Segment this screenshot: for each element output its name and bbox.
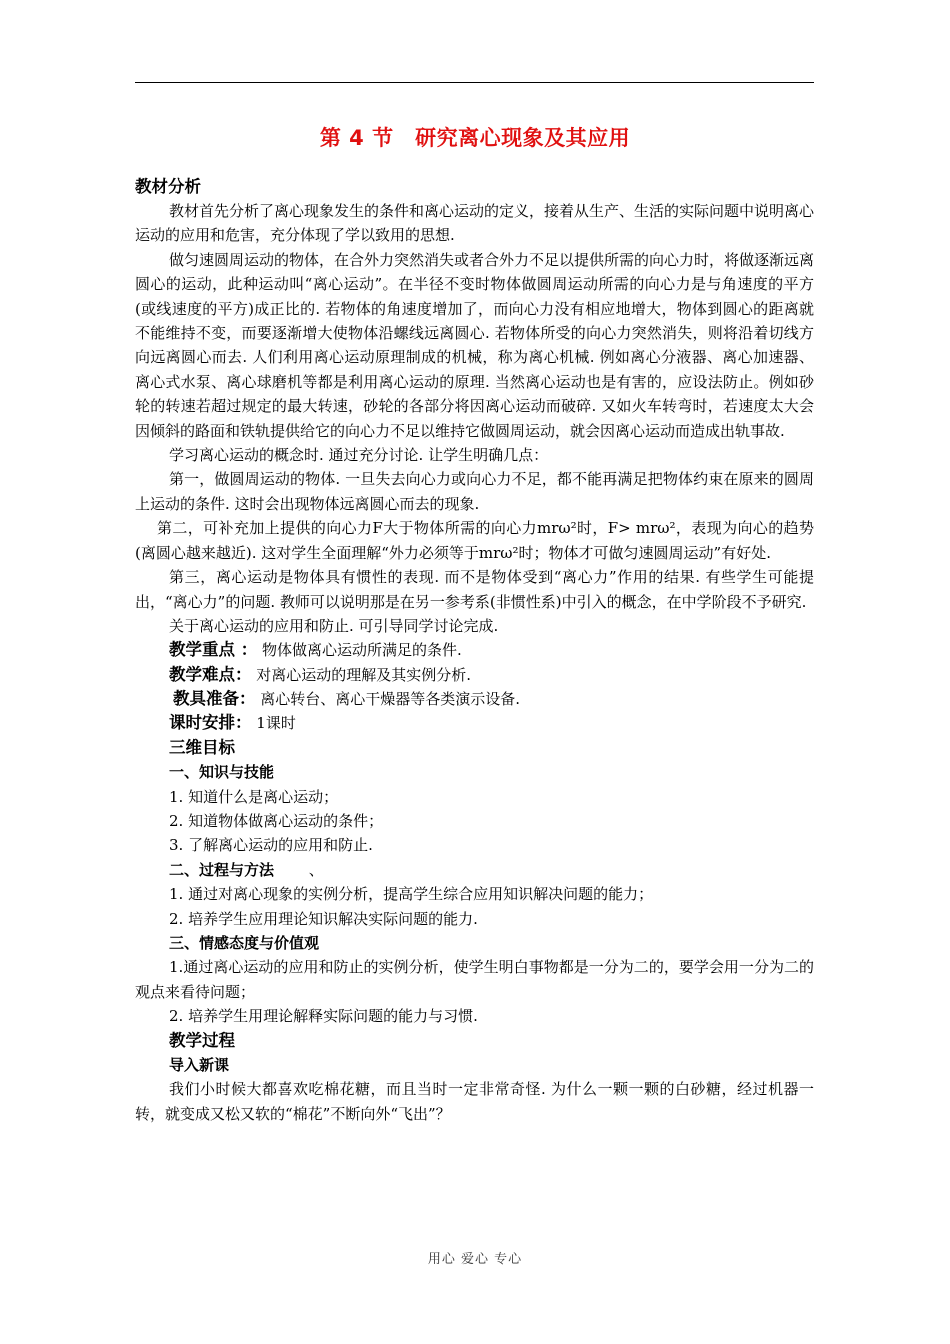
objective-section-2-title: 二、过程与方法 、 bbox=[169, 860, 324, 879]
intro-title: 导入新课 bbox=[169, 1055, 230, 1074]
list-item: 2. 培养学生用理论解释实际问题的能力与习惯. bbox=[169, 1007, 478, 1026]
header-rule bbox=[135, 82, 814, 83]
paragraph: 关于离心运动的应用和防止. 可引导同学讨论完成. bbox=[169, 616, 499, 635]
paragraph: 教材首先分析了离心现象发生的条件和离心运动的定义，接着从生产、生活的实际问题中说明离心运动的应用和危害，充分体现了学以致用的思想. bbox=[135, 202, 815, 245]
objective-section-1-title: 一、知识与技能 bbox=[169, 763, 275, 782]
teaching-difficulty bbox=[135, 663, 814, 687]
list-item: 2. 培养学生应用理论知识解决实际问题的能力. bbox=[169, 909, 478, 928]
class-hours-label: 课时安排： bbox=[169, 713, 252, 733]
objective-section-3-title: 三、情感态度与价值观 bbox=[169, 934, 320, 952]
document-body bbox=[135, 174, 814, 1126]
teaching-tools-label: 教具准备： bbox=[173, 689, 256, 709]
teaching-difficulty-text: 对离心运动的理解及其实例分析. bbox=[256, 665, 472, 684]
teaching-focus bbox=[135, 638, 814, 662]
section-heading-analysis: 教材分析 bbox=[135, 177, 201, 196]
paragraph: 第三，离心运动是物体具有惯性的表现. 而不是物体受到“离心力”作用的结果. 有些学生可能提出，“离心力”的问题. 教师可以说明那是在另一参考系(非惯性系)中引入的概念，在中学阶段不予研究. bbox=[135, 568, 814, 611]
list-item: 3. 了解离心运动的应用和防止. bbox=[169, 836, 373, 855]
list-item: 2. 知道物体做离心运动的条件； bbox=[169, 812, 384, 831]
list-item: 1. 知道什么是离心运动； bbox=[169, 787, 339, 806]
list-item: 1.通过离心运动的应用和防止的实例分析，使学生明白事物都是一分为二的，要学会用一分为二的观点来看待问题； bbox=[135, 958, 814, 1001]
teaching-focus-label: 教学重点 ： bbox=[169, 640, 258, 660]
teaching-difficulty-label: 教学难点： bbox=[169, 664, 252, 684]
list-item: 1. 通过对离心现象的实例分析，提高学生综合应用知识解决问题的能力； bbox=[169, 885, 654, 904]
class-hours-text: 1课时 bbox=[256, 714, 296, 733]
page-title: 第 4 节 研究离心现象及其应用 bbox=[319, 126, 631, 150]
paragraph: 第二，可补充加上提供的向心力F大于物体所需的向心力mrω²时，F> mrω²，表现为向心的趋势(离圆心越来越近). 这对学生全面理解“外力必须等于mrω²时；物体才可做匀速圆周运动”有好处. bbox=[135, 519, 814, 562]
class-hours bbox=[135, 711, 814, 735]
paragraph: 学习离心运动的概念时. 通过充分讨论. 让学生明确几点： bbox=[169, 446, 549, 465]
objectives-heading: 三维目标 bbox=[169, 737, 235, 757]
teaching-focus-text: 物体做离心运动所满足的条件. bbox=[262, 641, 462, 660]
teaching-tools-text: 离心转台、离心干燥器等各类演示设备. bbox=[260, 690, 521, 709]
paragraph: 做匀速圆周运动的物体，在合外力突然消失或者合外力不足以提供所需的向心力时，将做逐渐远离圆心的运动，此种运动叫“离心运动”。在半径不变时物体做圆周运动所需的向心力是与角速度的平方(或线速度的平方)成正比的. 若物体的角速度增加了，而向心力没有相应地增大，物体到圆心的距离就不能维持不变，而要逐渐增大使物体沿螺线远离圆心. 若物体所受的向心力突然消失，则将沿着切线方向远离圆心而去. 人们利用离心运动原理制成的机械，称为离心机械. 例如离心分液器、离心加速器、离心式水泵、离心球磨机等都是利用离心运动的原理. 当然离心运动也是有害的，应设法防止。例如砂轮的转速若超过规定的最大转速，砂轮的各部分将因离心运动而破碎. 又如火车转弯时，若速度太大会因倾斜的路面和铁轨提供给它的向心力不足以维持它做圆周运动，就会因离心运动而造成出轨事故. bbox=[135, 250, 815, 440]
teaching-tools bbox=[135, 687, 814, 711]
paragraph: 第一，做圆周运动的物体. 一旦失去向心力或向心力不足，都不能再满足把物体约束在原来的圆周上运动的条件. 这时会出现物体远离圆心而去的现象. bbox=[135, 470, 814, 513]
page-footer: 用心 爱心 专心 bbox=[427, 1252, 523, 1267]
process-heading: 教学过程 bbox=[169, 1030, 235, 1050]
stray-mark: 、 bbox=[308, 860, 324, 879]
paragraph: 我们小时候大都喜欢吃棉花糖，而且当时一定非常奇怪. 为什么一颗一颗的白砂糖，经过机器一转，就变成又松又软的“棉花”不断向外“飞出”？ bbox=[135, 1080, 814, 1123]
